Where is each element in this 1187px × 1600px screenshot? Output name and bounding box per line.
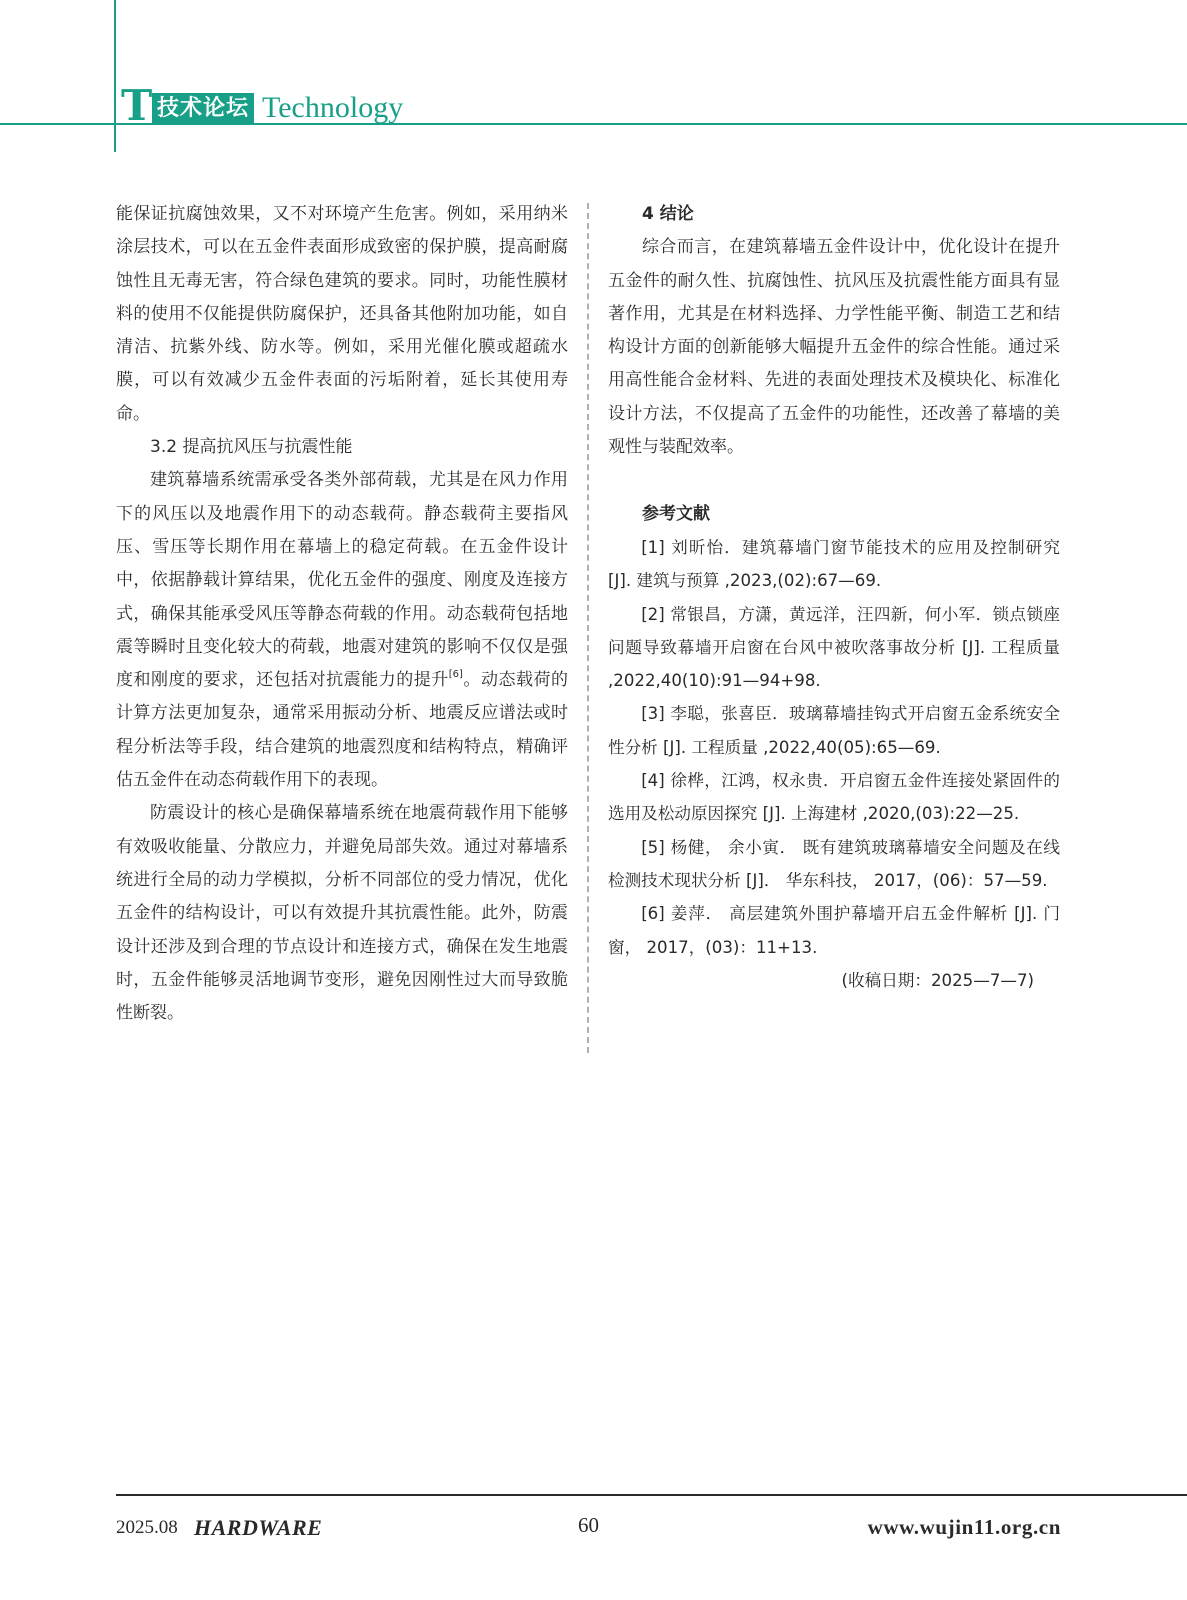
header-vertical-rule bbox=[114, 0, 116, 152]
footer-website: www.wujin11.org.cn bbox=[867, 1515, 1061, 1539]
right-column bbox=[608, 198, 1060, 997]
reference-item: [5] 杨健， 余小寅． 既有建筑玻璃幕墙安全问题及在线检测技术现状分析 [J]． 华东科技， 2017，(06)：57—59. bbox=[608, 837, 1060, 890]
received-date: (收稿日期：2025—7—7) bbox=[841, 970, 1034, 990]
heading-conclusion: 4 结论 bbox=[642, 204, 694, 224]
paragraph-conclusion: 综合而言，在建筑幕墙五金件设计中，优化设计在提升五金件的耐久性、抗腐蚀性、抗风压及抗震性能方面具有显著作用，尤其是在材料选择、力学性能平衡、制造工艺和结构设计方面的创新能够大幅提升五金件的综合性能。通过采用高性能合金材料、先进的表面处理技术及模块化、标准化设计方法，不仅提高了五金件的功能性，还改善了幕墙的美观性与装配效率。 bbox=[608, 237, 1060, 458]
heading-3-2: 3.2 提高抗风压与抗震性能 bbox=[150, 437, 353, 458]
paragraph-continued: 能保证抗腐蚀效果，又不对环境产生危害。例如，采用纳米涂层技术，可以在五金件表面形成致密的保护膜，提高耐腐蚀性且无毒无害，符合绿色建筑的要求。同时，功能性膜材料的使用不仅能提供防腐保护，还具备其他附加功能，如自清洁、抗紫外线、防水等。例如，采用光催化膜或超疏水膜，可以有效减少五金件表面的污垢附着，延长其使用寿命。 bbox=[116, 204, 568, 424]
left-column bbox=[116, 198, 568, 1030]
references-title: 参考文献 bbox=[642, 503, 710, 524]
footer-issue-date: 2025.08 bbox=[116, 1517, 178, 1538]
column-divider bbox=[587, 203, 589, 1053]
page-number: 60 bbox=[578, 1513, 599, 1537]
paragraph-wind-seismic bbox=[116, 464, 568, 797]
section-title-en: Technology bbox=[262, 91, 404, 124]
section-logo-letter: T bbox=[121, 81, 153, 130]
section-title-cn: 技术论坛 bbox=[152, 93, 254, 125]
paragraph-text-part2: 。动态载荷的计算方法更加复杂，通常采用振动分析、地震反应谱法或时程分析法等手段，结合建筑的地震烈度和结构特点，精确评估五金件在动态荷载作用下的表现。 bbox=[116, 670, 569, 791]
footer-magazine-name: HARDWARE bbox=[194, 1515, 323, 1540]
reference-item: [6] 姜萍． 高层建筑外围护幕墙开启五金件解析 [J]. 门窗， 2017，(03)：11+13. bbox=[608, 904, 1060, 957]
citation-6: [6] bbox=[448, 669, 463, 681]
reference-item: [3] 李聪，张喜臣．玻璃幕墙挂钩式开启窗五金系统安全性分析 [J]. 工程质量 ,2022,40(05):65—69. bbox=[608, 704, 1060, 757]
paragraph-text-part1: 建筑幕墙系统需承受各类外部荷载，尤其是在风力作用下的风压以及地震作用下的动态载荷。静态载荷主要指风压、雪压等长期作用在幕墙上的稳定荷载。在五金件设计中，依据静载计算结果，优化五金件的强度、刚度及连接方式，确保其能承受风压等静态荷载的作用。动态载荷包括地震等瞬时且变化较大的荷载，地震对建筑的影响不仅仅是强度和刚度的要求，还包括对抗震能力的提升 bbox=[116, 470, 568, 691]
paragraph-seismic-design: 防震设计的核心是确保幕墙系统在地震荷载作用下能够有效吸收能量、分散应力，并避免局部失效。通过对幕墙系统进行全局的动力学模拟，分析不同部位的受力情况，优化五金件的结构设计，可以有效提升其抗震性能。此外，防震设计还涉及到合理的节点设计和连接方式，确保在发生地震时，五金件能够灵活地调节变形，避免因刚性过大而导致脆性断裂。 bbox=[116, 803, 568, 1024]
reference-item: [2] 常银昌，方潇，黄远洋，汪四新，何小军．锁点锁座问题导致幕墙开启窗在台风中被吹落事故分析 [J]. 工程质量 ,2022,40(10):91—94+98. bbox=[608, 604, 1060, 691]
reference-item: [4] 徐桦，江鸿，权永贵．开启窗五金件连接处紧固件的选用及松动原因探究 [J]. 上海建材 ,2020,(03):22—25. bbox=[608, 771, 1060, 824]
footer-rule bbox=[116, 1494, 1187, 1496]
reference-item: [1] 刘昕怡．建筑幕墙门窗节能技术的应用及控制研究 [J]. 建筑与预算 ,2023,(02):67—69. bbox=[608, 537, 1060, 591]
